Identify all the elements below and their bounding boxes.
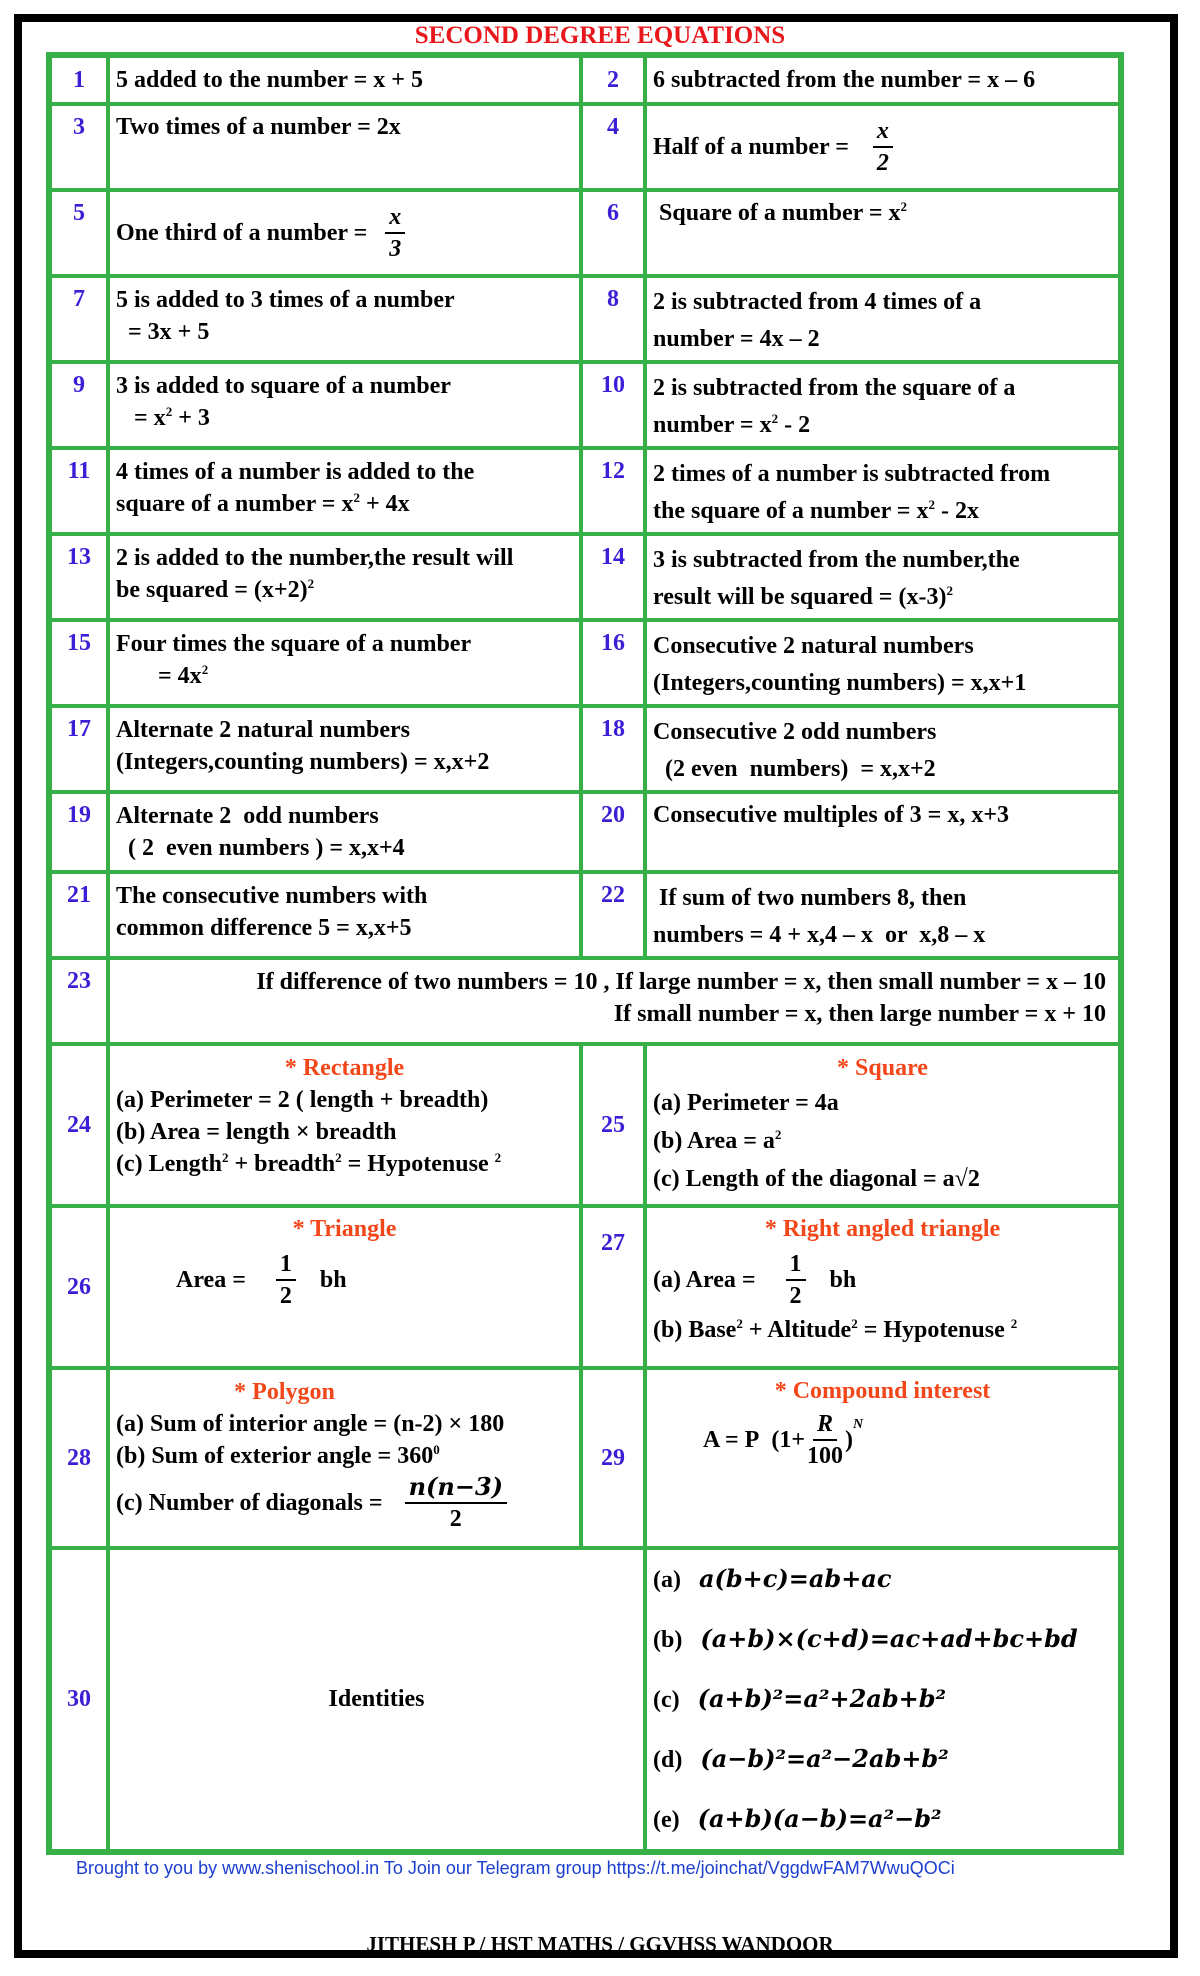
fraction	[807, 1409, 843, 1471]
superscript: 2	[900, 199, 907, 214]
line: (a) Perimeter = 2 ( length + breadth)	[116, 1087, 489, 1113]
row-number: 7	[52, 278, 106, 360]
numerator: n(n−3)	[405, 1472, 507, 1504]
superscript: 2	[946, 583, 953, 598]
section-heading: * Triangle	[292, 1216, 397, 1242]
row-number: 25	[583, 1046, 643, 1204]
formula-cell	[110, 536, 579, 618]
row-number: 8	[583, 278, 643, 360]
fraction	[873, 116, 893, 178]
formula-text: (c) Number of diagonals =	[116, 1490, 383, 1516]
line: + 3	[172, 405, 210, 431]
identity	[653, 1803, 1112, 1836]
formula-cell	[647, 874, 1118, 956]
numerator: 1	[786, 1249, 806, 1281]
line: number = 4x – 2	[653, 326, 820, 352]
line: square of a number = x	[116, 491, 354, 517]
line: + breadth	[228, 1151, 336, 1177]
section-heading: * Compound interest	[774, 1378, 991, 1404]
row-number: 23	[52, 960, 106, 1042]
row-number: 13	[52, 536, 106, 618]
line: 3 is subtracted from the number,the	[653, 547, 1020, 573]
line: (Integers,counting numbers) = x,x+2	[116, 749, 490, 775]
formula-cell	[110, 192, 579, 274]
row-number: 20	[583, 794, 643, 870]
superscript: 2	[928, 497, 935, 512]
page-title: SECOND DEGREE EQUATIONS	[414, 22, 786, 49]
line: 3 is added to square of a number	[116, 373, 451, 399]
identity-key: (c)	[653, 1686, 680, 1713]
line: - 2x	[934, 498, 979, 524]
line: 2 is subtracted from 4 times of a	[653, 289, 982, 315]
triangle-cell	[110, 1208, 579, 1366]
superscript: 2	[771, 411, 779, 426]
superscript: 2	[774, 1127, 782, 1142]
line: = x	[116, 405, 166, 431]
row-number: 28	[52, 1370, 106, 1546]
denominator: 2	[279, 1283, 292, 1309]
line: 5 is added to 3 times of a number	[116, 287, 455, 313]
row-number: 1	[52, 58, 106, 102]
line: (a) Perimeter = 4a	[653, 1090, 839, 1116]
line: (b) Base	[653, 1317, 737, 1343]
line: be squared = (x+2)	[116, 577, 308, 603]
formula-cell	[110, 450, 579, 532]
identity	[653, 1743, 1112, 1776]
footer-link-text[interactable]: Brought to you by www.shenischool.in To Join our Telegram group https://t.me/joinchat/VggdwFAM7WwuQOCi	[76, 1858, 955, 1878]
formula-cell	[647, 106, 1118, 188]
numerator: R	[813, 1409, 837, 1441]
compound-interest-cell	[647, 1370, 1118, 1546]
superscript: 2	[307, 576, 315, 591]
line: 2 is added to the number,the result will	[116, 545, 514, 571]
numerator: x	[873, 116, 893, 148]
superscript: 2	[201, 662, 209, 677]
section-heading: * Polygon	[234, 1379, 335, 1405]
row-number: 4	[583, 106, 643, 188]
identity-expr: (a+b)×(c+d)=ac+ad+bc+bd	[700, 1624, 1078, 1654]
identity-expr: (a+b)(a−b)=a²−b²	[697, 1803, 942, 1833]
formula-text: Area =	[176, 1266, 246, 1293]
formula-cell	[647, 708, 1118, 790]
section-heading: * Right angled triangle	[764, 1216, 1001, 1242]
numerator: 1	[276, 1249, 296, 1281]
line: If small number = x, then large number = x + 10	[613, 1001, 1106, 1027]
identity-expr: (a−b)²=a²−2ab+b²	[700, 1743, 949, 1773]
line: Alternate 2 natural numbers	[116, 717, 410, 743]
fraction	[786, 1249, 806, 1311]
superscript: 2	[1010, 1316, 1018, 1331]
line: = Hypotenuse	[341, 1151, 495, 1177]
right-triangle-cell	[647, 1208, 1118, 1366]
row-number: 10	[583, 364, 643, 446]
row-number: 29	[583, 1370, 643, 1546]
superscript: 2	[736, 1316, 743, 1331]
line: Consecutive 2 natural numbers	[653, 633, 974, 659]
formula-text: Square of a number = x	[653, 200, 901, 226]
formula-text: (a) Area =	[653, 1266, 756, 1293]
line: ( 2 even numbers ) = x,x+4	[116, 835, 405, 861]
line: The consecutive numbers with	[116, 883, 428, 909]
paren: (1+	[771, 1426, 806, 1453]
line: the square of a number = x	[653, 498, 929, 524]
line: 4 times of a number is added to the	[116, 459, 475, 485]
row-number: 26	[52, 1208, 106, 1366]
row-number: 5	[52, 192, 106, 274]
fraction	[276, 1249, 296, 1311]
line: number = x	[653, 412, 772, 438]
formula-text: One third of a number =	[116, 219, 368, 246]
row-number: 9	[52, 364, 106, 446]
row-number: 22	[583, 874, 643, 956]
square-cell	[647, 1046, 1118, 1204]
superscript: 0	[433, 1442, 440, 1457]
line: Consecutive 2 odd numbers	[653, 719, 937, 745]
superscript: 2	[335, 1150, 342, 1165]
identity	[653, 1623, 1112, 1656]
identity-expr: (a+b)²=a²+2ab+b²	[697, 1683, 947, 1713]
superscript: 2	[494, 1150, 502, 1165]
formula-cell	[110, 364, 579, 446]
line: = 3x + 5	[116, 319, 210, 345]
identities-list	[647, 1550, 1118, 1849]
row-number: 14	[583, 536, 643, 618]
line: common difference 5 = x,x+5	[116, 915, 412, 941]
line: = Hypotenuse	[857, 1317, 1011, 1343]
formula-cell	[110, 874, 579, 956]
denominator: 100	[807, 1443, 844, 1469]
formula-cell	[647, 622, 1118, 704]
line: = 4x	[116, 663, 202, 689]
identity-key: (b)	[653, 1627, 683, 1654]
formula-cell: Two times of a number = 2x	[110, 106, 579, 188]
formula-cell	[110, 278, 579, 360]
row-number: 21	[52, 874, 106, 956]
formula-cell	[647, 536, 1118, 618]
identity-key: (d)	[653, 1746, 683, 1773]
formula-cell	[110, 794, 579, 870]
fraction	[385, 202, 405, 264]
line: If difference of two numbers = 10 , If large number = x, then small number = x – 10	[256, 969, 1106, 995]
row-number: 15	[52, 622, 106, 704]
row-number: 24	[52, 1046, 106, 1204]
line: + Altitude	[742, 1317, 852, 1343]
identity-key: (e)	[653, 1806, 680, 1833]
superscript: 2	[165, 404, 173, 419]
row-number: 12	[583, 450, 643, 532]
denominator: 2	[449, 1506, 462, 1532]
section-heading: * Rectangle	[284, 1055, 405, 1081]
line: (Integers,counting numbers) = x,x+1	[653, 670, 1027, 696]
identity	[653, 1563, 1112, 1596]
row-number: 11	[52, 450, 106, 532]
line: numbers = 4 + x,4 – x or x,8 – x	[653, 922, 986, 948]
line: (b) Sum of exterior angle = 360	[116, 1443, 434, 1469]
line: (c) Length of the diagonal = a√2	[653, 1166, 980, 1192]
line: Alternate 2 odd numbers	[116, 803, 379, 829]
row-number: 3	[52, 106, 106, 188]
denominator: 3	[389, 236, 402, 262]
exponent: N	[853, 1417, 864, 1432]
denominator: 2	[789, 1283, 802, 1309]
formula-cell	[110, 708, 579, 790]
line: If sum of two numbers 8, then	[653, 885, 967, 911]
formula-text: A = P	[703, 1426, 760, 1453]
formula-cell	[647, 278, 1118, 360]
formula-cell	[647, 192, 1118, 274]
line: - 2	[778, 412, 811, 438]
formula-cell	[647, 364, 1118, 446]
formula-text: bh	[829, 1266, 857, 1293]
section-heading: * Square	[837, 1055, 928, 1081]
line: 2 times of a number is subtracted from	[653, 461, 1051, 487]
identity-key: (a)	[653, 1567, 681, 1594]
row-number: 30	[52, 1550, 106, 1849]
author-credit: JITHESH P / HST MATHS / GGVHSS WANDOOR	[366, 1932, 834, 1956]
identity	[653, 1683, 1112, 1716]
line: (a) Sum of interior angle = (n-2) × 180	[116, 1411, 505, 1437]
line: (c) Length	[116, 1151, 222, 1177]
formula-cell: 5 added to the number = x + 5	[110, 58, 579, 102]
row-number: 6	[583, 192, 643, 274]
identities-label: Identities	[110, 1550, 643, 1849]
line: (b) Area = a	[653, 1128, 775, 1154]
identity-expr: a(b+c)=ab+ac	[698, 1564, 892, 1594]
row-number: 27	[583, 1208, 643, 1366]
numerator: x	[385, 202, 405, 234]
fraction	[405, 1472, 507, 1534]
paren: )	[845, 1426, 854, 1453]
polygon-cell	[110, 1370, 579, 1546]
line: (2 even numbers) = x,x+2	[653, 756, 936, 782]
row-number: 19	[52, 794, 106, 870]
row-number: 18	[583, 708, 643, 790]
superscript: 2	[353, 490, 360, 505]
row-number: 2	[583, 58, 643, 102]
formula-cell	[647, 450, 1118, 532]
superscript: 2	[851, 1316, 858, 1331]
formula-table	[46, 52, 1124, 1855]
denominator: 2	[876, 150, 889, 176]
formula-text: Half of a number =	[653, 133, 849, 160]
formula-cell: Consecutive multiples of 3 = x, x+3	[647, 794, 1118, 870]
line: result will be squared = (x-3)	[653, 584, 947, 610]
line: 2 is subtracted from the square of a	[653, 375, 1016, 401]
formula-cell: 6 subtracted from the number = x – 6	[647, 58, 1118, 102]
formula-cell	[110, 622, 579, 704]
line: (b) Area = length × breadth	[116, 1119, 397, 1145]
rectangle-cell	[110, 1046, 579, 1204]
formula-text: bh	[319, 1266, 347, 1293]
line: Four times the square of a number	[116, 631, 472, 657]
line: + 4x	[359, 491, 410, 517]
superscript: 2	[221, 1150, 229, 1165]
row-number: 16	[583, 622, 643, 704]
row-number: 17	[52, 708, 106, 790]
formula-cell	[110, 960, 1118, 1042]
